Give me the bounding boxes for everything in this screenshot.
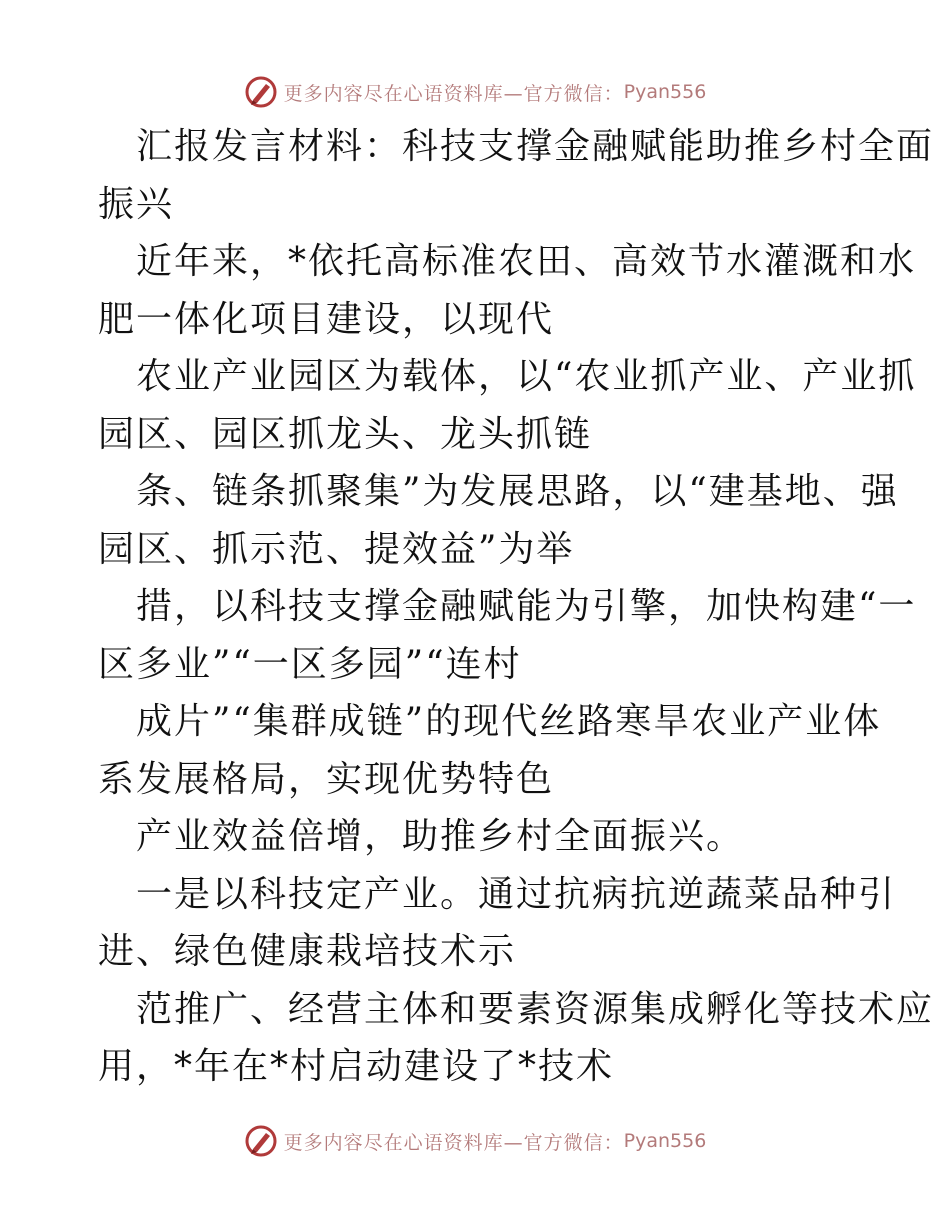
paragraph <box>98 981 935 1096</box>
document-body <box>98 118 935 1096</box>
paragraph-line-2: 肥一体化项目建设，以现代 <box>98 298 555 340</box>
footer-wechat-id: Pyan556 <box>623 1130 707 1152</box>
paragraph-line-2: 系发展格局，实现优势特色 <box>98 758 555 800</box>
paragraph-line-2: 园区、园区抓龙头、龙头抓链 <box>98 413 593 455</box>
paragraph-line-1: 条、链条抓聚集”为发展思路，以“建基地、强 <box>136 471 899 512</box>
header-banner-text: 更多内容尽在心语资料库—官方微信： <box>283 82 624 105</box>
paragraph <box>98 808 858 866</box>
paragraph-line-1: 范推广、经营主体和要素资源集成孵化等技术应 <box>136 988 935 1030</box>
paragraph <box>98 348 917 463</box>
footer-banner-text: 更多内容尽在心语资料库—官方微信： <box>283 1131 624 1154</box>
document-title <box>98 118 935 233</box>
pen-logo-icon <box>244 1124 278 1158</box>
paragraph-line-1: 一是以科技定产业。通过抗病抗逆蔬菜品种引 <box>136 873 897 915</box>
paragraph-line-2: 区多业”“一区多园”“连村 <box>98 643 522 685</box>
paragraph <box>98 233 917 348</box>
title-line-2: 振兴 <box>98 183 175 225</box>
paragraph <box>98 578 917 693</box>
header-banner <box>0 72 950 112</box>
paragraph-line-2: 园区、抓示范、提效益”为举 <box>98 528 575 570</box>
paragraph <box>98 866 897 981</box>
paragraph-line-1: 近年来，*依托高标准农田、高效节水灌溉和水 <box>136 241 917 282</box>
paragraph <box>98 463 899 578</box>
paragraph-line-1: 成片”“集群成链”的现代丝路寒旱农业产业体 <box>136 701 882 742</box>
footer-banner <box>0 1121 950 1161</box>
paragraph-line-2: 进、绿色健康栽培技术示 <box>98 931 517 972</box>
header-wechat-id: Pyan556 <box>623 81 707 103</box>
pen-logo-icon <box>244 75 278 109</box>
paragraph-line-1: 产业效益倍增，助推乡村全面振兴。 <box>136 816 745 857</box>
title-line-1: 汇报发言材料：科技支撑金融赋能助推乡村全面 <box>136 126 935 167</box>
paragraph-line-1: 农业产业园区为载体，以“农业抓产业、产业抓 <box>136 356 917 397</box>
paragraph-line-2: 用，*年在*村启动建设了*技术 <box>98 1046 615 1087</box>
paragraph <box>98 693 882 808</box>
paragraph-line-1: 措，以科技支撑金融赋能为引擎，加快构建“一 <box>136 586 917 627</box>
